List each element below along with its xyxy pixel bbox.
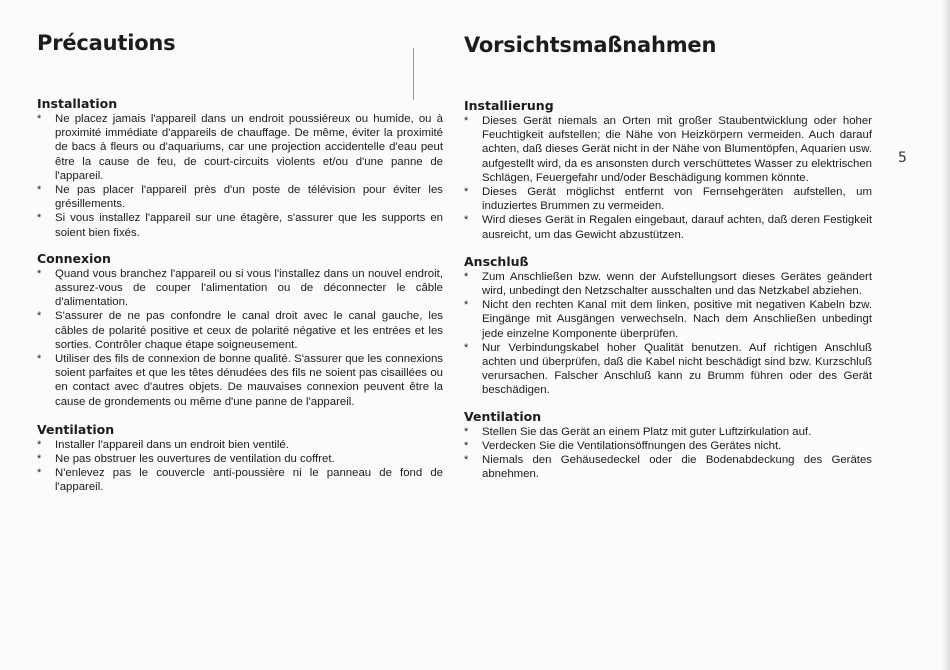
section-heading: Anschluß bbox=[464, 253, 529, 269]
french-section-ventilation bbox=[35, 422, 443, 495]
list-item-text: Installer l'appareil dans un endroit bien ventilé. bbox=[55, 438, 289, 451]
list-item bbox=[35, 112, 443, 183]
list-item-text: S'assurer de ne pas confondre le canal droit avec le canal gauche, les câbles de polarité positive et ceux de polarité négative et les entrées et les sorties. Contrôler chaque étape soigneusement. bbox=[55, 310, 443, 351]
asterisk-bullet: * bbox=[464, 439, 469, 452]
list-item-text: Niemals den Gehäusedeckel oder die Bodenabdeckung des Gerätes abnehmen. bbox=[482, 454, 872, 481]
list-item bbox=[462, 298, 872, 341]
list-item bbox=[462, 439, 872, 453]
german-section-ventilation bbox=[462, 409, 872, 482]
list-item-text: Dieses Gerät niemals an Orten mit großer Staubentwicklung oder hoher Feuchtigkeit aufstellen; die Nähe von Heizkörpern vermeiden. Auch darauf achten, daß dieses Gerät nicht in der Nähe von Blumentöpfen, Aquarien usw. aufgestellt wird, da es ansonsten durch verschüttetes Wasser zu elektrischen Schlägen, Feuergefahr und/oder Beschädigung kommen könnte. bbox=[482, 115, 872, 184]
list-item-text: Ne pas placer l'appareil près d'un poste de télévision pour éviter les grésillements. bbox=[55, 184, 443, 211]
bullet-list bbox=[35, 438, 443, 495]
list-item-text: Ne pas obstruer les ouvertures de ventilation du coffret. bbox=[55, 453, 335, 466]
asterisk-bullet: * bbox=[464, 186, 469, 199]
asterisk-bullet: * bbox=[37, 353, 42, 366]
list-item bbox=[35, 466, 443, 494]
asterisk-bullet: * bbox=[464, 299, 469, 312]
german-title: Vorsichtsmaßnahmen bbox=[464, 33, 717, 57]
list-item bbox=[35, 211, 443, 239]
asterisk-bullet: * bbox=[464, 341, 469, 354]
list-item-text: Zum Anschließen bzw. wenn der Aufstellungsort dieses Gerätes geändert wird, unbedingt den Netzschalter ausschalten und das Netzkabel abziehen. bbox=[482, 270, 872, 298]
page-edge-shadow bbox=[942, 0, 950, 670]
asterisk-bullet: * bbox=[464, 425, 469, 438]
bullet-list bbox=[462, 114, 872, 242]
asterisk-bullet: * bbox=[37, 438, 42, 451]
list-item-text: Nur Verbindungskabel hoher Qualität benutzen. Auf richtigen Anschluß achten und überprüfen, daß die Kabel nicht beschädigt sind bzw. Kurzschluß verursachen. Falscher Anschluß kann zu Brumm führen oder des Gerät beschädigen. bbox=[482, 341, 872, 397]
french-section-connexion bbox=[35, 251, 443, 409]
section-heading: Ventilation bbox=[464, 408, 542, 424]
list-item-text: Quand vous branchez l'appareil ou si vous l'installez dans un nouvel endroit, assurez-vous de couper l'alimentation ou de déconnecter le câble d'alimentation. bbox=[55, 267, 443, 309]
section-heading: Installation bbox=[37, 96, 118, 111]
bullet-list bbox=[462, 425, 872, 482]
list-item-text: Verdecken Sie die Ventilationsöffnungen des Gerätes nicht. bbox=[482, 439, 782, 452]
asterisk-bullet: * bbox=[464, 454, 469, 467]
asterisk-bullet: * bbox=[37, 184, 42, 197]
asterisk-bullet: * bbox=[464, 214, 469, 227]
list-item-text: Ne placez jamais l'appareil dans un endroit poussiéreux ou humide, ou à proximité immédiate d'appareils de chauffage. De même, éviter la proximité de bacs à fleurs ou d'aquariums, car une projection accidentelle d'eau peut être la cause de feu, de court-circuits violents et/ou d'une panne de l'appareil. bbox=[55, 113, 443, 182]
section-heading: Ventilation bbox=[37, 421, 115, 437]
asterisk-bullet: * bbox=[464, 270, 469, 283]
list-item bbox=[35, 452, 443, 466]
list-item-text: Nicht den rechten Kanal mit dem linken, positive mit negativen Kabeln bzw. Eingänge mit Ausgängen verwechseln. Nach dem Anschließen unbedingt jede einzelne Komponente überprüfen. bbox=[482, 299, 872, 340]
list-item-text: Wird dieses Gerät in Regalen eingebaut, darauf achten, daß deren Festigkeit ausreicht, um das Gewicht abzustützen. bbox=[482, 214, 872, 241]
french-sections bbox=[35, 96, 443, 495]
list-item bbox=[35, 438, 443, 452]
german-section-installierung bbox=[462, 98, 872, 242]
list-item bbox=[462, 341, 872, 398]
list-item-text: Stellen Sie das Gerät an einem Platz mit guter Luftzirkulation auf. bbox=[482, 425, 812, 438]
page-number: 5 bbox=[898, 150, 907, 166]
list-item-text: Si vous installez l'appareil sur une étagère, s'assurer que les supports en soient bien fixés. bbox=[55, 212, 443, 239]
asterisk-bullet: * bbox=[37, 212, 42, 225]
list-item bbox=[462, 185, 872, 213]
list-item-text: Dieses Gerät möglichst entfernt von Fernsehgeräten aufstellen, um induziertes Brummen zu vermeiden. bbox=[482, 186, 872, 213]
german-sections bbox=[462, 98, 872, 481]
german-section-anschluss bbox=[462, 254, 872, 398]
section-heading: Connexion bbox=[37, 250, 111, 266]
page-fold-line bbox=[413, 48, 414, 100]
asterisk-bullet: * bbox=[37, 310, 42, 323]
asterisk-bullet: * bbox=[37, 113, 42, 125]
list-item bbox=[462, 425, 872, 439]
asterisk-bullet: * bbox=[37, 467, 42, 480]
list-item bbox=[35, 309, 443, 352]
asterisk-bullet: * bbox=[37, 453, 42, 466]
list-item-text: Utiliser des fils de connexion de bonne qualité. S'assurer que les connexions soient parfaites et que les têtes dénudées des fils ne soient pas cisaillées ou en contact avec d'autres objets. De mauvaises connexion peuvent être la cause de grondements ou même d'une panne de l'appareil. bbox=[55, 353, 443, 408]
asterisk-bullet: * bbox=[37, 267, 42, 280]
bullet-list bbox=[462, 270, 872, 398]
list-item bbox=[35, 352, 443, 409]
section-heading: Installierung bbox=[464, 98, 554, 113]
list-item-text: N'enlevez pas le couvercle anti-poussière ni le panneau de fond de l'appareil. bbox=[55, 467, 443, 494]
list-item bbox=[462, 114, 872, 185]
list-item bbox=[462, 270, 872, 298]
list-item bbox=[462, 453, 872, 481]
asterisk-bullet: * bbox=[464, 115, 469, 127]
list-item bbox=[35, 267, 443, 310]
list-item bbox=[462, 213, 872, 241]
bullet-list bbox=[35, 112, 443, 240]
list-item bbox=[35, 183, 443, 211]
french-title: Précautions bbox=[37, 31, 176, 55]
french-section-installation bbox=[35, 96, 443, 240]
bullet-list bbox=[35, 267, 443, 409]
